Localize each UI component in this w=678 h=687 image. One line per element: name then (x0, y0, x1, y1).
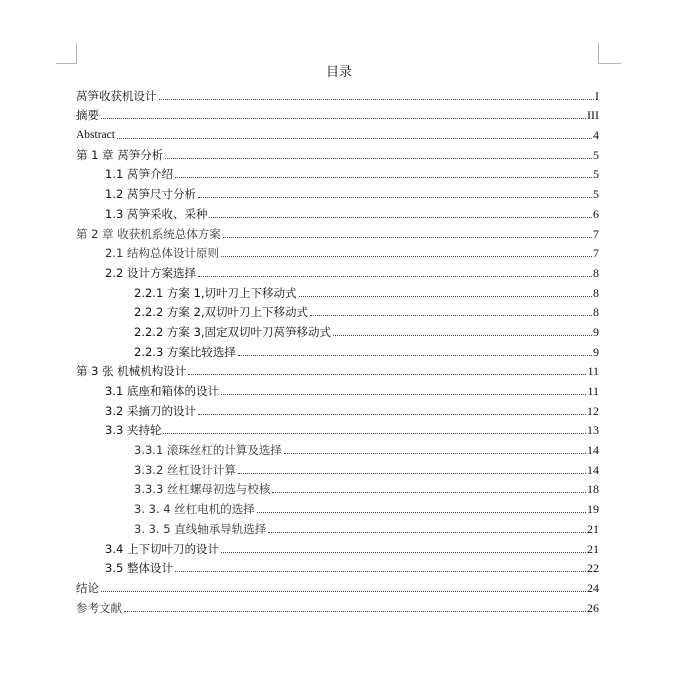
toc-entry[interactable] (76, 537, 599, 557)
toc-entry-label: 3.2 采摘刀的设计 (105, 403, 196, 418)
toc-entry-label: 1.1 莴笋介绍 (105, 167, 173, 182)
toc-entry-label: 摘要 (76, 108, 99, 123)
dot-leader (165, 158, 592, 159)
toc-entry-label: 1.3 莴笋采收、采种 (105, 206, 208, 221)
toc-page-number: 8 (593, 265, 599, 280)
toc-entry-label: 3.3.2 丝杠设计计算 (134, 462, 236, 477)
toc-entry-label: Abstract (76, 129, 115, 142)
toc-page-number: 4 (593, 128, 599, 143)
toc-entry-label: 1.2 莴笋尺寸分析 (105, 187, 196, 202)
toc-page-number: 5 (593, 167, 599, 182)
dot-leader (238, 473, 586, 474)
toc-page-number: 26 (587, 600, 599, 615)
dot-leader (101, 118, 586, 119)
toc-entry-label: 第 3 张 机械机构设计 (76, 364, 187, 379)
toc-page-number: 19 (587, 502, 599, 517)
toc-entry[interactable] (76, 143, 599, 163)
toc-page-number: 11 (587, 384, 599, 398)
dot-leader (163, 433, 586, 434)
toc-entry[interactable] (76, 438, 599, 458)
toc-entry-label: 参考文献 (76, 600, 122, 615)
toc-entry[interactable] (76, 419, 599, 439)
toc-page-number: 9 (593, 324, 599, 339)
toc-page-number: 14 (587, 443, 599, 458)
margin-corner-mark-top-right (598, 43, 621, 64)
dot-leader (124, 611, 586, 612)
dot-leader (188, 374, 586, 375)
dot-leader (299, 296, 592, 297)
toc-entry[interactable] (76, 379, 599, 399)
dot-leader (175, 571, 586, 572)
toc-entry[interactable] (76, 163, 599, 183)
toc-entry[interactable] (76, 222, 599, 242)
dot-leader (221, 256, 592, 257)
dot-leader (333, 335, 592, 336)
toc-page-number: 8 (593, 285, 599, 300)
toc-entry-label: 2.2 设计方案选择 (105, 265, 196, 280)
toc-entry[interactable] (76, 517, 599, 537)
dot-leader (221, 552, 586, 553)
toc-entry-label: 2.2.2 方案 2,双切叶刀上下移动式 (134, 305, 309, 320)
toc-page-number: III (587, 108, 599, 123)
toc-entry-label: 第 1 章 莴笋分析 (76, 147, 164, 162)
toc-page-number: 21 (587, 541, 599, 556)
dot-leader (159, 99, 595, 100)
dot-leader (272, 492, 586, 493)
toc-entry[interactable] (76, 478, 599, 498)
dot-leader (284, 453, 586, 454)
dot-leader (101, 591, 586, 592)
dot-leader (117, 138, 592, 139)
dot-leader (198, 414, 586, 415)
toc-entry-label: 3.3.1 滚珠丝杠的计算及选择 (134, 443, 282, 458)
dot-leader (209, 217, 592, 218)
dot-leader (223, 237, 592, 238)
toc-entry-label: 3.4 上下切叶刀的设计 (105, 541, 219, 556)
toc-entry[interactable] (76, 458, 599, 478)
toc-entry[interactable] (76, 281, 599, 301)
toc-entry[interactable] (76, 84, 599, 104)
toc-entry[interactable] (76, 242, 599, 262)
dot-leader (198, 276, 592, 277)
toc-entry[interactable] (76, 123, 599, 143)
toc-entry-label: 2.2.3 方案比较选择 (134, 344, 236, 359)
toc-entry-label: 结论 (76, 580, 99, 595)
toc-entry[interactable] (76, 399, 599, 419)
toc-entry-label: 3.3 夹持轮 (105, 423, 162, 438)
toc-entry-label: 2.2.2 方案 3,固定双切叶刀莴笋移动式 (134, 324, 332, 339)
toc-page-number: 5 (593, 187, 599, 202)
toc-entry[interactable] (76, 497, 599, 517)
toc-entry-label: 3. 3. 4 丝杠电机的选择 (134, 502, 255, 517)
toc-page-number: 18 (587, 482, 599, 497)
toc-entry[interactable] (76, 202, 599, 222)
toc-entry-label: 莴笋收获机设计 (76, 88, 157, 103)
toc-entry[interactable] (76, 261, 599, 281)
toc-entry[interactable] (76, 182, 599, 202)
toc-page-number: 6 (593, 206, 599, 221)
toc-entry-label: 2.1 结构总体设计原则 (105, 246, 219, 261)
toc-page-number: 21 (587, 521, 599, 536)
toc-page-number: 8 (593, 305, 599, 320)
dot-leader (257, 512, 586, 513)
toc-entry-label: 3. 3. 5 直线轴承导轨选择 (134, 521, 267, 536)
toc-page-number: 7 (593, 246, 599, 261)
dot-leader (238, 355, 592, 356)
toc-entry[interactable] (76, 301, 599, 321)
toc-entry[interactable] (76, 360, 599, 380)
margin-corner-mark-top-left (56, 43, 77, 64)
toc-entry[interactable] (76, 104, 599, 124)
toc-heading: 目录 (325, 65, 352, 80)
toc-page-number: 7 (593, 226, 599, 241)
toc-page-number: 22 (587, 561, 599, 576)
toc-page-number: 14 (587, 462, 599, 477)
toc-entry-label: 2.2.1 方案 1,切叶刀上下移动式 (134, 285, 297, 300)
toc-entry[interactable] (76, 576, 599, 596)
toc-page-number: 12 (587, 403, 599, 418)
toc-entry-label: 3.1 底座和箱体的设计 (105, 384, 219, 398)
dot-leader (221, 394, 586, 395)
table-of-contents (76, 84, 599, 616)
toc-page-number: 13 (587, 423, 599, 438)
toc-page-number: I (595, 88, 599, 103)
toc-entry[interactable] (76, 340, 599, 360)
dot-leader (310, 315, 592, 316)
toc-entry[interactable] (76, 596, 599, 616)
dot-leader (198, 197, 592, 198)
toc-entry-label: 3.5 整体设计 (105, 561, 173, 576)
toc-page-number: 9 (593, 344, 599, 359)
toc-entry-label: 第 2 章 收获机系统总体方案 (76, 226, 221, 241)
dot-leader (268, 532, 586, 533)
toc-entry[interactable] (76, 320, 599, 340)
dot-leader (175, 177, 592, 178)
toc-page-number: 5 (593, 147, 599, 162)
toc-entry-label: 3.3.3 丝杠螺母初选与校核 (134, 482, 271, 497)
toc-page-number: 24 (587, 580, 599, 595)
toc-page-number: 11 (587, 364, 599, 379)
toc-entry[interactable] (76, 557, 599, 577)
